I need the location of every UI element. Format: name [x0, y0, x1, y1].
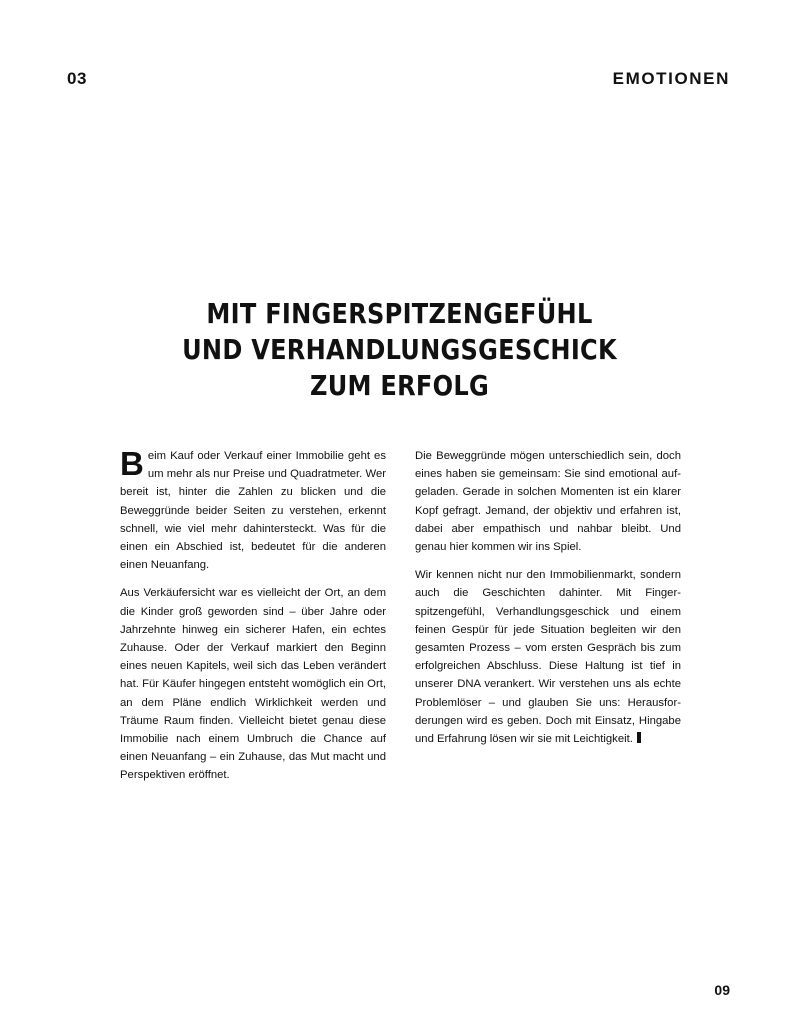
chapter-title: EMOTIONEN [612, 69, 730, 88]
motives-paragraph: Die Beweggründe mögen unterschiedlich sein, doch eines haben sie gemeinsam: Sie sind emotional aufgeladen. Gerade in solchen Momenten ist ein klarer Kopf gefragt. Jemand, der objektiv und erfahren ist, dabei aber empathisch und nahbar bleibt. Und genau hier kommen wir ins Spiel. [415, 450, 681, 554]
closing-paragraph [415, 566, 681, 748]
title-line-2: UND VERHANDLUNGSGESCHICK [182, 333, 617, 366]
chapter-number: 03 [67, 69, 87, 88]
title-line-3: ZUM ERFOLG [310, 369, 489, 402]
intro-paragraph-text: eim Kauf oder Verkauf einer Immobilie geht es um mehr als nur Preise und Quadratmeter. Wer bereit ist, hinter die Zahlen zu blicken und die Beweggründe beider Seiten zu verstehen, erkennt schnell, wie viel mehr dahintersteckt. Was für die einen ein Abschied ist, bedeutet für die anderen einen Neuanfang. [120, 450, 386, 572]
page-number: 09 [714, 982, 730, 998]
right-text-column [415, 447, 681, 758]
end-of-article-mark [637, 732, 641, 743]
seller-buyer-paragraph: Aus Verkäufersicht war es vielleicht der Ort, an dem die Kinder groß geworden sind – über Jahre oder Jahrzehnte hinweg ein sicherer Hafen, ein echtes Zuhause. Oder der Verkauf markiert den Beginn eines neuen Kapitels, weil sich das Leben verändert hat. Für Käufer hingegen entsteht womöglich ein Ort, an dem Pläne endlich Wirklichkeit werden und Träume Raum finden. Vielleicht bietet genau diese Immobilie nach einem Umbruch die Chance auf einen Neuanfang – ein Zuhause, das Mut macht und Perspektiven eröffnet. [120, 587, 386, 782]
left-text-column [120, 447, 386, 795]
intro-paragraph [120, 447, 386, 574]
dropcap-letter: B [120, 445, 144, 482]
title-line-1: MIT FINGERSPITZENGEFÜHL [206, 297, 593, 330]
page-title [56, 296, 743, 404]
closing-paragraph-text: Wir kennen nicht nur den Immobilienmarkt, sondern auch die Geschichten dahinter. Mit Fingerspitzengefühl, Verhandlungsgeschick und einem feinen Gespür für jede Situation begleiten wir den gesamten Prozess – vom ersten Gespräch bis zum erfolgreichen Abschluss. Diese Haltung ist tief in unserer DNA verankert. Wir verstehen uns als echte Problemlöser – und glauben Sie uns: Herausforderungen wird es geben. Doch mit Einsatz, Hingabe und Erfahrung lösen wir sie mit Leichtigkeit. [415, 569, 681, 746]
